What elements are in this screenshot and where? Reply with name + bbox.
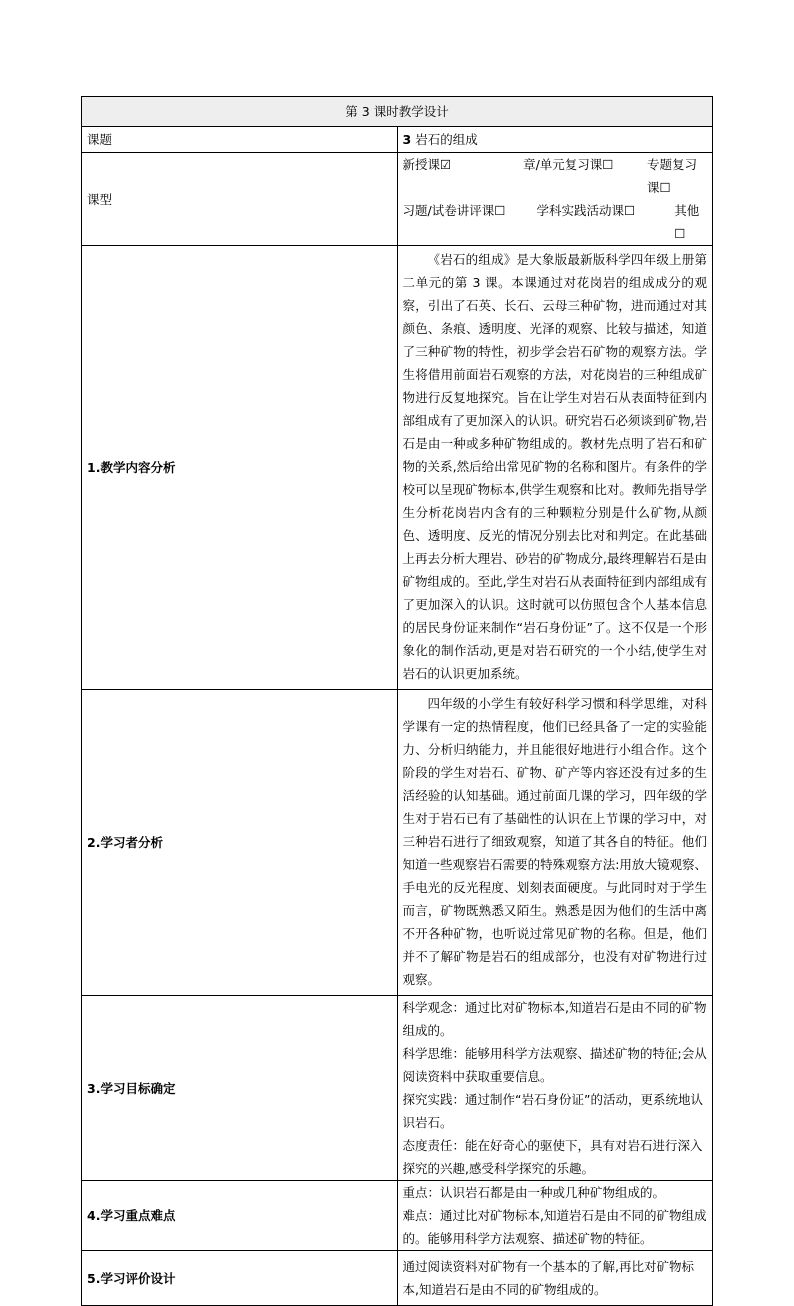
content-analysis-label: 1.教学内容分析 [82,246,398,690]
lesson-type-options [397,153,713,246]
option-unit-review: 章/单元复习课☐ [523,157,614,172]
key-point: 重点：认识岩石都是由一种或几种矿物组成的。 [402,1185,666,1200]
topic-value: 岩石的组成 [415,132,478,147]
option-practice-activity: 学科实践活动课☐ [536,203,636,218]
evaluation-text: 通过阅读资料对矿物有一个基本的了解,再比对矿物标本,知道岩石是由不同的矿物组成的。 [402,1259,694,1297]
key-points-label: 4.学习重点难点 [82,1181,398,1251]
lesson-type-row [82,153,713,246]
learner-analysis-text: 四年级的小学生有较好科学习惯和科学思维，对科学课有一定的热情程度，他们已经具备了一定的实验能力、分析归纳能力，并且能很好地进行小组合作。这个阶段的学生对岩石、矿物、矿产等内容还没有过多的生活经验的认知基础。通过前面几课的学习，四年级的学生对于岩石已有了基础性的认识在上节课的学习中，对三种岩石进行了细致观察，知道了其各自的特征。他们知道一些观察岩石需要的特殊观察方法:用放大镜观察、手电光的反光程度、划刻表面硬度。与此同时对于学生而言，矿物既熟悉又陌生。熟悉是因为他们的生活中离不开各种矿物，也听说过常见矿物的名称。但是，他们并不了解矿物是岩石的组成部分，也没有对矿物进行过观察。 [402,696,707,987]
evaluation-row [82,1251,713,1306]
option-topic-review: 专题复习课☐ [646,157,697,195]
topic-value-cell [397,127,713,153]
learner-analysis-row [82,690,713,996]
objectives-cell [397,996,713,1181]
content-analysis-cell [397,246,713,690]
key-points-row [82,1181,713,1251]
objectives-row [82,996,713,1181]
evaluation-cell [397,1251,713,1306]
objective-concept: 科学观念：通过比对矿物标本,知道岩石是由不同的矿物组成的。 [402,1000,707,1038]
topic-row [82,127,713,153]
objective-practice: 探究实践：通过制作“岩石身份证”的活动，更系统地认识岩石。 [402,1092,703,1130]
learner-analysis-label: 2.学习者分析 [82,690,398,996]
evaluation-label: 5.学习评价设计 [82,1251,398,1306]
title-row [82,97,713,127]
lesson-plan-table [81,96,713,1306]
objective-attitude: 态度责任：能在好奇心的驱使下，具有对岩石进行深入探究的兴趣,感受科学探究的乐趣。 [402,1138,703,1176]
topic-label: 课题 [82,127,398,153]
difficult-point: 难点：通过比对矿物标本,知道岩石是由不同的矿物组成的。能够用科学方法观察、描述矿物的特征。 [402,1208,707,1246]
option-new-lesson: 新授课☑ [402,157,452,172]
option-other: 其他☐ [674,203,700,241]
content-analysis-text: 《岩石的组成》是大象版最新版科学四年级上册第二单元的第 3 课。本课通过对花岗岩的组成成分的观察，引出了石英、长石、云母三种矿物，进而通过对其颜色、条痕、透明度、光泽的观察、比较与描述，知道了三种矿物的特性，初步学会岩石矿物的观察方法。学生将借用前面岩石观察的方法，对花岗岩的三种组成矿物进行反复地探究。旨在让学生对岩石从表面特征到内部组成有了更加深入的认识。研究岩石必须谈到矿物,岩石是由一种或多种矿物组成的。教材先点明了岩石和矿物的关系,然后给出常见矿物的名称和图片。有条件的学校可以呈现矿物标本,供学生观察和比对。教师先指导学生分析花岗岩内含有的三种颗粒分别是什么矿物,从颜色、透明度、反光的情况分别去比对和判定。在此基础上再去分析大理岩、砂岩的矿物成分,最终理解岩石是由矿物组成的。至此,学生对岩石从表面特征到内部组成有了更加深入的认识。这时就可以仿照包含个人基本信息的居民身份证来制作“岩石身份证”了。这不仅是一个形象化的制作活动,更是对岩石研究的一个小结,使学生对岩石的认识更加系统。 [402,252,707,681]
topic-number: 3 [402,132,412,147]
option-exercise-review: 习题/试卷讲评课☐ [402,203,506,218]
content-analysis-row [82,246,713,690]
page-title: 第 3 课时教学设计 [82,97,713,127]
key-points-cell [397,1181,713,1251]
lesson-type-label: 课型 [82,153,398,246]
lesson-type-row-2 [403,199,708,245]
objective-thinking: 科学思维：能够用科学方法观察、描述矿物的特征;会从阅读资料中获取重要信息。 [402,1046,707,1084]
learner-analysis-cell [397,690,713,996]
lesson-type-row-1 [403,153,708,199]
objectives-label: 3.学习目标确定 [82,996,398,1181]
